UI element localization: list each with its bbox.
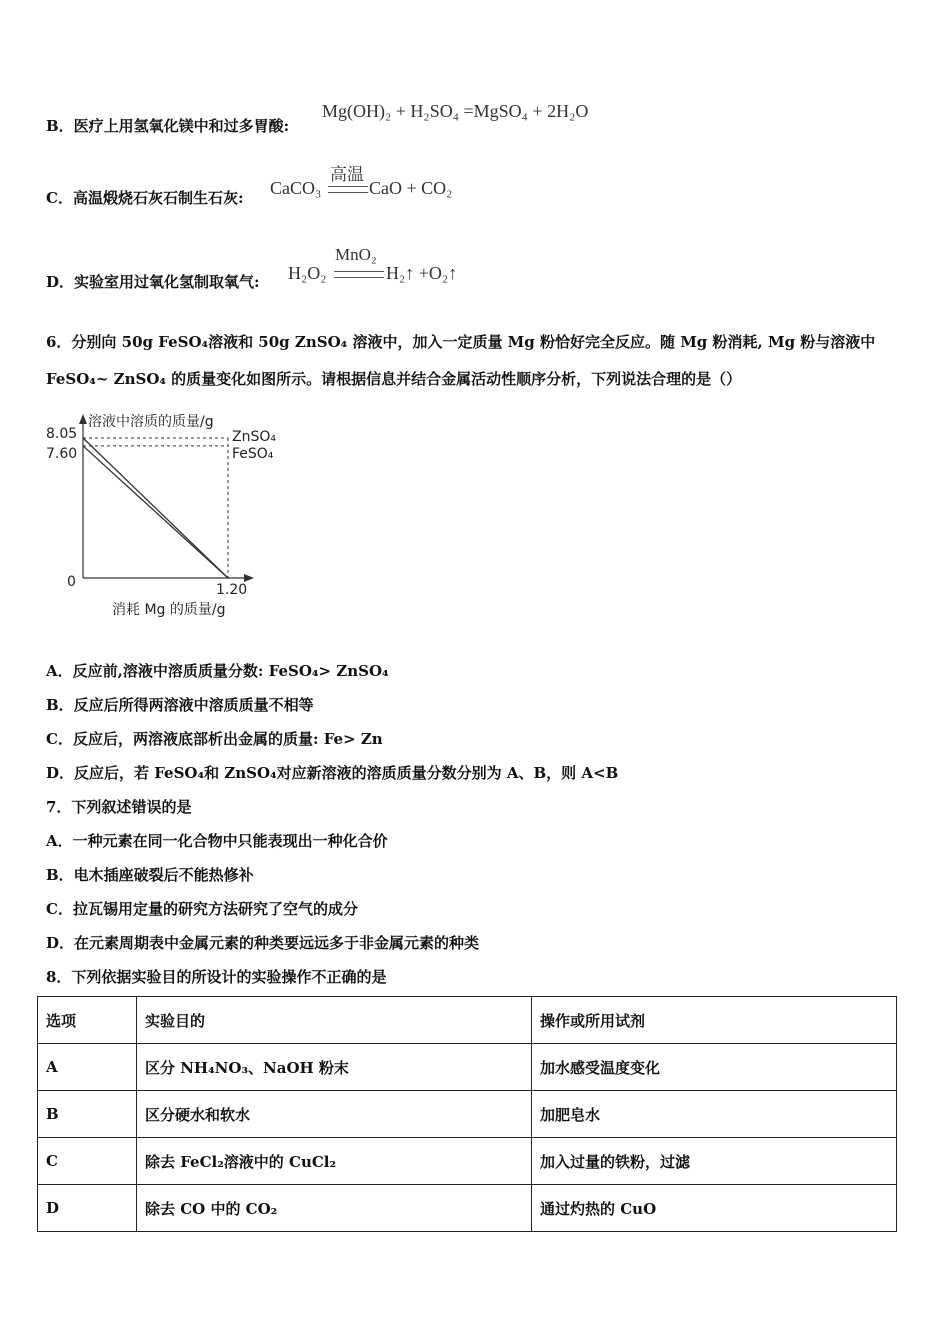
q5-option-d-equation <box>288 245 498 295</box>
origin-label: 0 <box>67 574 76 590</box>
series-label-1: FeSO₄ <box>232 445 274 462</box>
q5-option-c-equation <box>270 160 470 210</box>
row-option: D <box>38 1185 137 1232</box>
y-tick-label-0: 8.05 <box>46 426 78 442</box>
q6-chart <box>40 400 280 625</box>
q5-option-c-product: CaO + CO₂ <box>369 178 453 198</box>
row-option: B <box>38 1091 137 1138</box>
y-tick-label-1: 7.60 <box>46 445 78 462</box>
header-operation: 操作或所用试剂 <box>532 997 897 1044</box>
table-row <box>38 1091 897 1138</box>
series-label-0: ZnSO₄ <box>232 429 276 445</box>
row-operation: 加入过量的铁粉，过滤 <box>532 1138 897 1185</box>
q5-option-b-label: B．医疗上用氢氧化镁中和过多胃酸: <box>46 117 290 135</box>
row-option: C <box>38 1138 137 1185</box>
q6-stem-line1: 6．分别向 50g FeSO₄溶液和 50g ZnSO₄ 溶液中，加入一定质量 Mg 粉恰好完全反应。随 Mg 粉消耗, Mg 粉与溶液中 <box>46 333 876 351</box>
header-purpose: 实验目的 <box>137 997 532 1044</box>
row-purpose: 区分 NH₄NO₃、NaOH 粉末 <box>137 1044 532 1091</box>
x-tick-label: 1.20 <box>216 582 248 598</box>
q7-option-c: C．拉瓦锡用定量的研究方法研究了空气的成分 <box>46 900 358 918</box>
table-header-row <box>38 997 897 1044</box>
row-operation: 加水感受温度变化 <box>532 1044 897 1091</box>
q5-option-b <box>46 115 289 136</box>
series-line-1 <box>83 446 228 578</box>
q5-option-d-condition: MnO₂ <box>335 245 377 264</box>
q7-option-a: A．一种元素在同一化合物中只能表现出一种化合价 <box>46 832 388 850</box>
q6-option-a: A．反应前,溶液中溶质质量分数: FeSO₄> ZnSO₄ <box>46 662 389 680</box>
q5-option-c-label: C．高温煅烧石灰石制生石灰: <box>46 189 244 207</box>
q7-option-b: B．电木插座破裂后不能热修补 <box>46 866 254 884</box>
q5-option-d-equals-sign <box>334 271 384 278</box>
row-purpose: 区分硬水和软水 <box>137 1091 532 1138</box>
y-axis-label: 溶液中溶质的质量/g <box>88 414 214 430</box>
x-axis-label: 消耗 Mg 的质量/g <box>112 602 226 618</box>
q6-option-b: B．反应后所得两溶液中溶质质量不相等 <box>46 696 314 714</box>
table-row <box>38 1185 897 1232</box>
q5-option-c-equals-sign <box>328 186 368 193</box>
series-line-0 <box>83 438 228 578</box>
q5-option-d-product: H₂↑ +O₂↑ <box>386 263 458 283</box>
q7-stem: 7．下列叙述错误的是 <box>46 798 192 816</box>
q5-option-b-formula: Mg(OH)₂ + H₂SO₄ =MgSO₄ + 2H₂O <box>322 101 589 121</box>
q5-option-d-label: D．实验室用过氧化氢制取氧气: <box>46 273 260 291</box>
row-option: A <box>38 1044 137 1091</box>
q5-option-d-reactant: H₂O₂ <box>288 263 327 283</box>
q6-option-c: C．反应后，两溶液底部析出金属的质量: Fe> Zn <box>46 730 383 748</box>
q5-option-c-reactant: CaCO₃ <box>270 178 322 198</box>
row-purpose: 除去 FeCl₂溶液中的 CuCl₂ <box>137 1138 532 1185</box>
row-operation: 通过灼热的 CuO <box>532 1185 897 1232</box>
header-option: 选项 <box>38 997 137 1044</box>
q5-option-c-condition: 高温 <box>330 165 364 184</box>
row-purpose: 除去 CO 中的 CO₂ <box>137 1185 532 1232</box>
q6-option-d: D．反应后，若 FeSO₄和 ZnSO₄对应新溶液的溶质质量分数分别为 A、B，则 A<B <box>46 764 619 782</box>
q8-table <box>37 996 897 1232</box>
table-row <box>38 1044 897 1091</box>
table-row <box>38 1138 897 1185</box>
q7-option-d: D．在元素周期表中金属元素的种类要远远多于非金属元素的种类 <box>46 934 480 952</box>
q8-stem: 8．下列依据实验目的所设计的实验操作不正确的是 <box>46 968 387 986</box>
q6-stem-line2: FeSO₄~ ZnSO₄ 的质量变化如图所示。请根据信息并结合金属活动性顺序分析，下列说法合理的是（） <box>46 370 742 388</box>
row-operation: 加肥皂水 <box>532 1091 897 1138</box>
